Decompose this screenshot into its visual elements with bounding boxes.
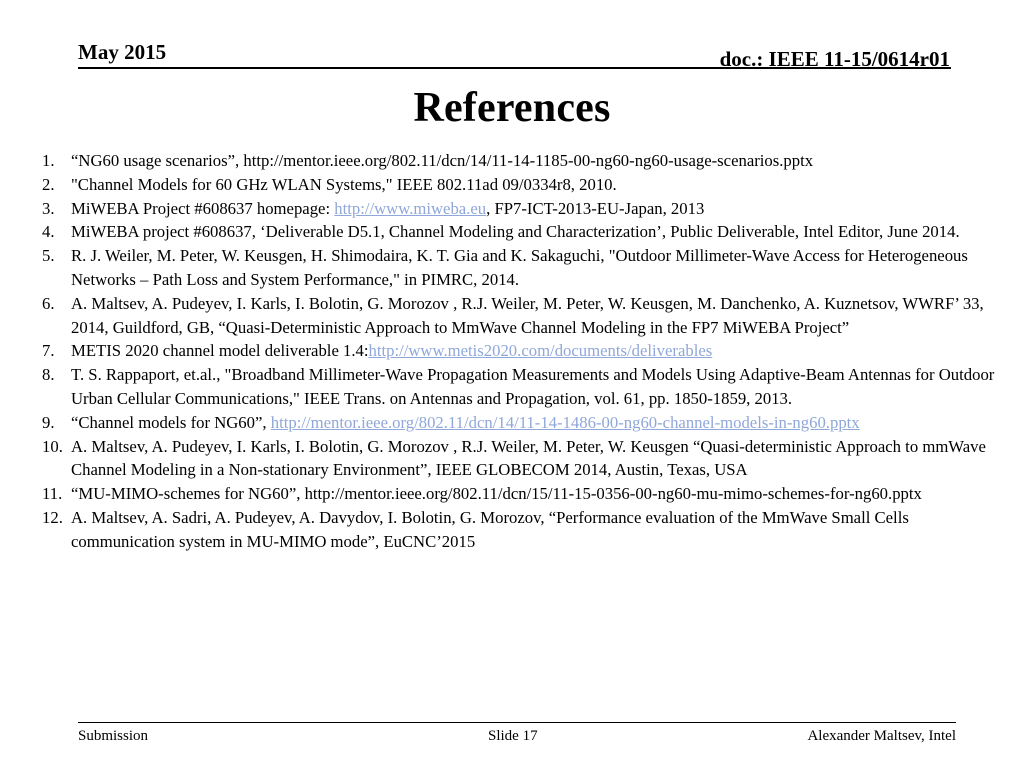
reference-citation: T. S. Rappaport, et.al., "Broadband Millimeter-Wave Propagation Measurements and Models Using Adaptive-Beam Antennas for Outdoor Urban Cellular Communications," IEEE Trans. on Antennas and Propagation, vol. 61, pp. 1850-1859, 2013. [71,365,995,408]
reference-citation: "Channel Models for 60 GHz WLAN Systems," IEEE 802.11ad 09/0334r8, 2010. [71,174,617,194]
slide-title: References [413,85,611,131]
reference-number: 3. [42,198,55,218]
reference-citation: A. Maltsev, A. Sadri, A. Pudeyev, A. Davydov, I. Bolotin, G. Morozov, “Performance evaluation of the MmWave Small Cells communication system in MU-MIMO mode”, EuCNC’2015 [71,507,909,551]
reference-item [42,173,1002,197]
reference-item [42,482,1002,506]
reference-number: 9. [42,412,55,432]
reference-text [71,220,1002,244]
reference-item [42,435,1002,483]
reference-number: 2. [42,174,55,194]
reference-citation: A. Maltsev, A. Pudeyev, I. Karls, I. Bolotin, G. Morozov , R.J. Weiler, M. Peter, W. Keusgen “Quasi-deterministic Approach to mmWave Channel Modeling in a Non-stationary Environment”, IEEE GLOBECOM 2014, Austin, Texas, USA [71,436,986,480]
reference-text [71,435,1002,483]
reference-citation: METIS 2020 channel model deliverable 1.4: [71,341,369,361]
reference-citation: “Channel models for NG60”, [71,412,271,432]
reference-number: 7. [42,341,55,361]
reference-number: 10. [42,436,63,456]
reference-citation: “NG60 usage scenarios”, http://mentor.ieee.org/802.11/dcn/14/11-14-1185-00-ng60-ng60-usage-scenarios.pptx [71,151,814,170]
header-doc-id: doc.: IEEE 11-15/0614r01 [719,47,950,71]
footer-submission: Submission [78,728,149,744]
reference-number: 11. [42,484,63,504]
reference-item [42,363,1002,411]
reference-citation: A. Maltsev, A. Pudeyev, I. Karls, I. Bolotin, G. Morozov , R.J. Weiler, M. Peter, W. Keusgen, M. Danchenko, A. Kuznetsov, WWRF’ 33, 2014, Guildford, GB, “Quasi-Deterministic Approach to MmWave Channel Modeling in the FP7 MiWEBA Project” [71,293,984,337]
reference-number: 5. [42,246,55,266]
reference-link[interactable]: http://www.metis2020.com/documents/deliverables [368,341,713,361]
reference-number: 1. [42,151,55,170]
reference-item [42,339,1002,363]
reference-text [71,197,1002,221]
reference-text [71,339,1002,363]
reference-link[interactable]: http://www.miweba.eu [334,198,487,218]
reference-citation: “MU-MIMO-schemes for NG60”, http://mentor.ieee.org/802.11/dcn/15/11-15-0356-00-ng60-mu-mimo-schemes-for-ng60.pptx [71,484,922,504]
reference-citation: R. J. Weiler, M. Peter, W. Keusgen, H. Shimodaira, K. T. Gia and K. Sakaguchi, "Outdoor Millimeter-Wave Access for Heterogeneous Networks – Path Loss and System Performance," in PIMRC, 2014. [71,246,968,289]
reference-number: 4. [42,222,55,242]
reference-number: 6. [42,293,55,313]
reference-citation-tail: , FP7-ICT-2013-EU-Japan, 2013 [486,198,705,218]
header-date: May 2015 [78,40,167,64]
reference-text [71,506,1002,554]
reference-text [71,173,1002,197]
reference-number: 8. [42,365,55,385]
reference-item [42,149,1002,173]
reference-text [71,482,1002,506]
reference-item [42,220,1002,244]
reference-text [71,149,1002,173]
footer-author: Alexander Maltsev, Intel [807,728,956,744]
reference-item [42,506,1002,554]
reference-list [42,149,1002,554]
reference-text [71,292,1002,340]
header-divider [78,67,951,69]
reference-citation: MiWEBA Project #608637 homepage: [71,198,335,218]
reference-text [71,244,1002,292]
reference-link[interactable]: http://mentor.ieee.org/802.11/dcn/14/11-14-1486-00-ng60-channel-models-in-ng60.pptx [270,412,860,432]
footer-divider [78,722,956,723]
reference-item [42,411,1002,435]
footer-slide-number: Slide 17 [488,728,538,744]
reference-citation: MiWEBA project #608637, ‘Deliverable D5.1, Channel Modeling and Characterization’, Public Deliverable, Intel Editor, June 2014. [71,222,960,242]
reference-item [42,292,1002,340]
reference-text [71,363,1002,411]
reference-text [71,411,1002,435]
reference-item [42,197,1002,221]
reference-number: 12. [42,507,63,527]
reference-item [42,244,1002,292]
